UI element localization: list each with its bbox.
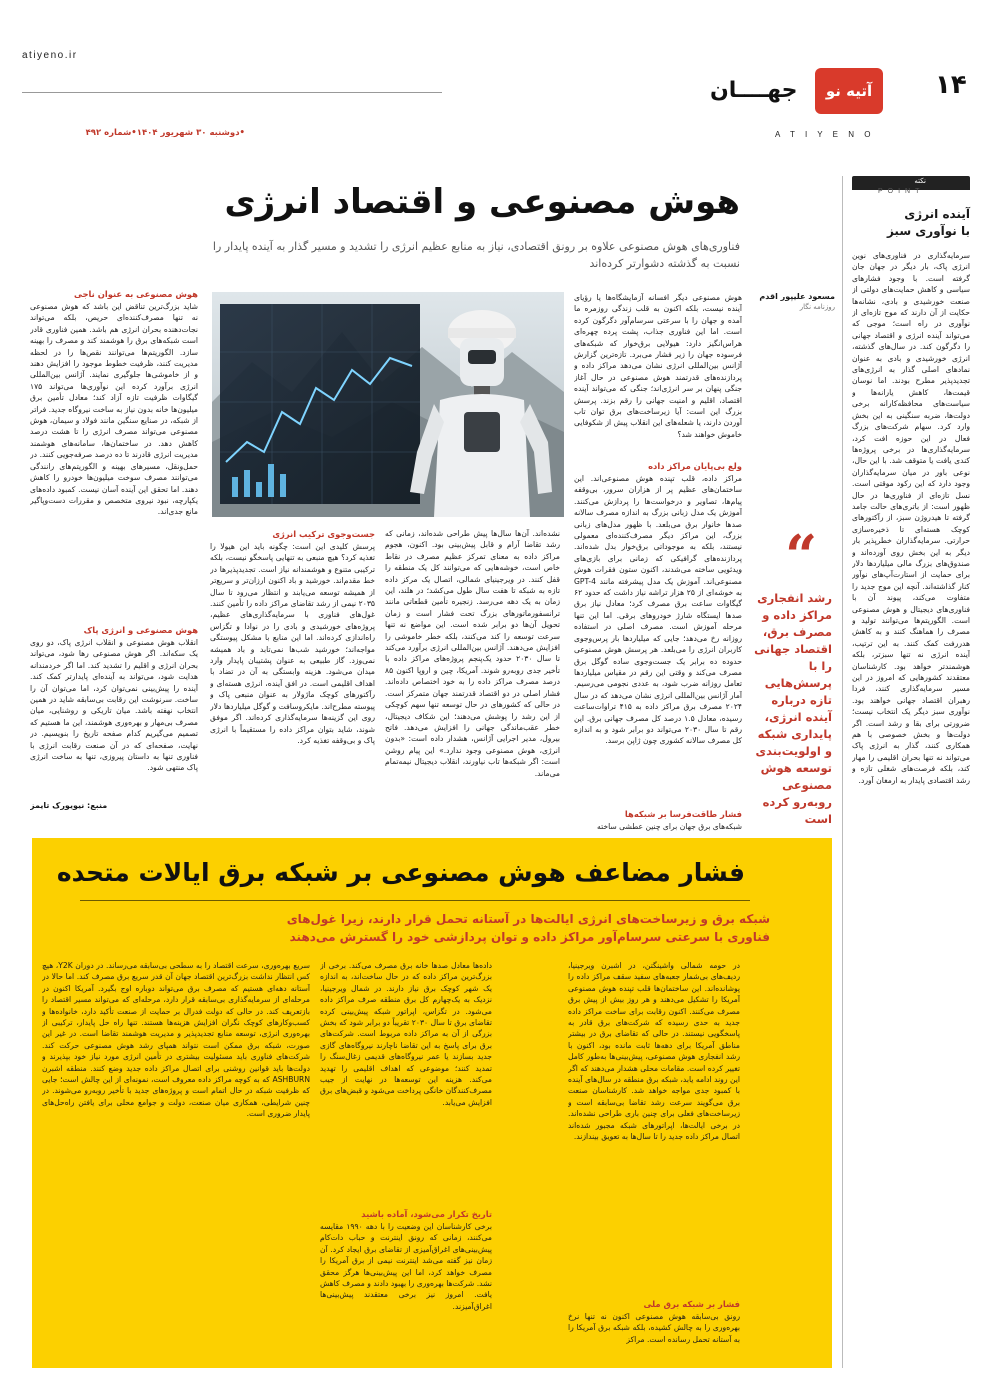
col1-subhead-1: ولع بی‌پایان مراکز داده bbox=[648, 461, 742, 471]
note-label-en: POINT bbox=[878, 188, 925, 195]
robot-illustration bbox=[212, 292, 564, 517]
feature-col2-body: داده‌ها معادل صدها خانه برق مصرف می‌کند. برخی از بزرگ‌ترین مراکز داده که در حال ساخت‌اند، به اندازه یک شهر کوچک برق نیاز دارند. در شمال ویرجینیا، نزدیک به یک‌چهارم کل برق منطقه صرف مراکز داده می‌شود. در تگزاس، اپراتور شبکه پیش‌بینی کرده تقاضای برق تا سال ۲۰۳۰ تقریباً دو برابر شود که بخش بزرگی از آن به مراکز داده مربوط است. شرکت‌های برق برای پاسخ به این تقاضا ناچارند نیروگاه‌های گازی جدید بسازند یا عمر نیروگاه‌های قدیمی زغال‌سنگ را تمدید کنند؛ موضوعی که اهداف اقلیمی را تهدید می‌کند. هزینه این توسعه‌ها در نهایت از جیب مصرف‌کنندگان خانگی پرداخت می‌شود و قبض‌های برق افزایش می‌یابد. bbox=[320, 961, 492, 1107]
feature-col2-body-2: برخی کارشناسان این وضعیت را با دهه ۱۹۹۰ مقایسه می‌کنند، زمانی که رونق اینترنت و حباب دات‌کام پیش‌بینی‌های اغراق‌آمیزی از تقاضای برق ایجاد کرد. آن زمان نیز گفته می‌شد اینترنت نیمی از برق آمریکا را مصرف خواهد کرد، اما این پیش‌بینی‌ها هرگز محقق نشد. شرکت‌ها بهره‌وری را بهبود دادند و مصرف کاهش یافت. امروز نیز برخی معتقدند پیش‌بینی‌ها اغراق‌آمیزند. bbox=[320, 1222, 492, 1311]
feature-col1-body: در حومه شمالی واشینگتن، در اشبرن ویرجینیا، ردیف‌های بی‌شمار جعبه‌های سفید سقف مراکز داده را پوشانده‌اند. این ساختمان‌ها قلب تپنده هوش مصنوعی آمریکا را تشکیل می‌دهند و هر روز بیش از پیش برق مصرف می‌کنند. اکنون رقابت برای ساخت مراکز داده جدید به حدی رسیده که شرکت‌های برق قادر به پاسخگویی نیستند. در حالی که تقاضای برق در بیشتر مناطق آمریکا برای دهه‌ها ثابت مانده بود، اکنون با رشد انفجاری هوش مصنوعی، پیش‌بینی‌ها به‌طور کامل تغییر کرده است. مقامات محلی هشدار می‌دهند که اگر این روند ادامه یابد، شبکه برق منطقه در سال‌های آینده با کمبود جدی مواجه خواهد شد. کارشناسان صنعت برق می‌گویند سرعت رشد تقاضا بی‌سابقه است و زیرساخت‌های فعلی برای چنین باری طراحی نشده‌اند. در برخی ایالت‌ها، اپراتورهای شبکه مجبور شده‌اند اتصال مراکز داده جدید را تا سال‌ها به تعویق بیندازند. bbox=[568, 961, 740, 1142]
byline-name: مسعود علیپور اقدم bbox=[759, 292, 835, 301]
article-col-4 bbox=[30, 288, 198, 828]
feature-col-4: سریع بهره‌وری، سرعت اقتصاد را به سطحی بی‌سابقه می‌رساند. در دوران Y2K، هیچ کس انتظار نداشت بزرگ‌ترین اقتصاد جهان آن قدر سریع برق مصرف کند. اما حالا در آستانه دهه‌ای هستیم که مصرف برق می‌تواند دوباره اوج بگیرد. آمریکا اکنون در مرحله‌ای از سرمایه‌گذاری بی‌سابقه قرار دارد، مرحله‌ای که می‌تواند مسیر اقتصاد را بازتعریف کند. در حالی که دولت فدرال بر حمایت از صنعت تأکید دارد، خانواده‌ها و کسب‌وکارهای کوچک نگران افزایش هزینه‌ها هستند. تنها راه حل پایدار، ترکیبی از بهره‌وری انرژی، توسعه منابع تجدیدپذیر و مدیریت هوشمند تقاضا است. در غیر این صورت، شبکه برق ممکن است نتواند همپای رشد هوش مصنوعی حرکت کند. شرکت‌های فناوری باید مسئولیت بیشتری در تأمین انرژی مورد نیاز خود بپذیرند و دولت‌ها باید قوانین روشنی برای اتصال مراکز داده جدید وضع کنند. منطقه اشبرن ASHBURN که به کوچه مراکز داده معروف است، نمونه‌ای از این چالش است؛ جایی که ظرفیت شبکه در حال اتمام است و پروژه‌های جدید با تأخیر روبه‌رو می‌شوند. در چنین شرایطی، همکاری میان صنعت، دولت و جوامع محلی برای یافتن راه‌حل‌های پایدار ضروری است. bbox=[42, 961, 310, 1119]
dateline: •دوشنبه ۳۰ شهریور ۱۴۰۴•شماره ۴۹۲ bbox=[85, 128, 245, 138]
note-title bbox=[852, 206, 970, 240]
byline-role: روزنامه نگار bbox=[799, 303, 835, 311]
brand-logo[interactable] bbox=[815, 68, 883, 114]
section-title: جهــــان bbox=[710, 78, 798, 103]
col1-subhead-2: فشار طاقت‌فرسا بر شبکه‌ها bbox=[624, 809, 742, 819]
note-label-fa: نکته bbox=[914, 177, 926, 185]
article-lead: فناوری‌های هوش مصنوعی علاوه بر رونق اقتصادی، نیاز به منابع عظیم انرژی را تشدید و مسیر گذار به آینده پایدار را نسبت به گذشته دشوارتر کرده‌اند bbox=[212, 240, 740, 270]
source-credit: منبع: نیویورک تایمز bbox=[30, 801, 108, 810]
quote-mark-icon: “ bbox=[785, 523, 818, 589]
note-title-line2: با نوآوری سبز bbox=[886, 224, 970, 238]
col3-subhead: جست‌وجوی ترکیب انرژی bbox=[272, 529, 375, 539]
header-rule bbox=[22, 92, 442, 93]
site-url[interactable]: atiyeno.ir bbox=[22, 50, 78, 61]
feature-col-1 bbox=[568, 960, 740, 1360]
col4-subhead-2: هوش مصنوعی و انرژی پاک bbox=[83, 625, 198, 635]
col4-subhead-1: هوش مصنوعی به عنوان ناجی bbox=[73, 289, 198, 299]
note-title-line1: آینده انرژی bbox=[904, 207, 970, 221]
feature-col1-subhead: فشار بر شبکه برق ملی bbox=[643, 1299, 740, 1309]
article-headline: هوش مصنوعی و اقتصاد انرژی bbox=[224, 182, 740, 222]
feature-headline-rule bbox=[80, 900, 750, 901]
feature-lead: شبکه برق و زیرساخت‌های انرژی ایالت‌ها در آستانه تحمل قرار دارند، زیرا غول‌های فناوری با سرعتی سرسام‌آور مراکز داده و توان پردازشی خود را گسترش می‌دهند bbox=[286, 912, 770, 944]
brand-logo-text: آتیه نو bbox=[825, 82, 873, 100]
note-body: سرمایه‌گذاری در فناوری‌های نوین انرژی پاک، بار دیگر در جهان جان گرفته است. با وجود فشارهای سیاسی و کاهش حمایت‌های دولتی از صنعت خورشیدی و بادی، نشانه‌ها حکایت از آن دارند که موج تازه‌ای از نوآوری در راه است؛ موجی که می‌تواند آینده انرژی و اقتصاد جهانی را دگرگون کند. در سال‌های گذشته، انرژی خورشیدی و بادی به عنوان نمادهای اصلی گذار به انرژی‌های تجدیدپذیر مطرح بودند. اما نوسان قیمت‌ها، کاهش یارانه‌ها و سیاست‌های محافظه‌کارانه برخی دولت‌ها، ضربه سنگینی به این بخش وارد کرد. سهام شرکت‌های بزرگ فعال در این حوزه افت کرد، سرمایه‌گذاری‌ها در برخی پروژه‌ها کندی یافت یا متوقف شد. با این حال، نوعی باور در میان سرمایه‌گذاران وجود دارد که این رکود موقتی است. نسل تازه‌ای از فناوری‌ها در حال ظهور است: از باتری‌های حالت جامد گرفته تا هیدروژن سبز، از رآکتورهای کوچک هسته‌ای تا ذخیره‌سازی حرارتی. سرمایه‌گذاران خطرپذیر بار دیگر به این بخش روی آورده‌اند و صندوق‌های بزرگ مالی میلیاردها دلار برای حمایت از استارت‌آپ‌های نوآور کنار گذاشته‌اند. آنچه این موج جدید را متفاوت می‌کند، پیوند آن با فناوری‌های دیجیتال و هوش مصنوعی است. الگوریتم‌ها می‌توانند تولید و مصرف را هماهنگ کنند و به کاهش هدررفت کمک کنند. به این ترتیب، آینده انرژی نه تنها سبزتر، بلکه هوشمندتر خواهد بود. کارشناسان معتقدند کشورهایی که امروز در این مسیر سرمایه‌گذاری کنند، فردا رهبران اقتصاد جهانی خواهند بود. نوآوری سبز دیگر یک انتخاب نیست؛ ضرورتی برای بقا و رشد است. اگر دولت‌ها و بخش خصوصی با هم همکاری کنند، گذار به انرژی پاک می‌تواند نه تنها بحران اقلیمی را مهار کند، بلکه فرصت‌های شغلی تازه و رشد اقتصادی پایدار به ارمغان آورد. bbox=[852, 251, 970, 785]
feature-headline: فشار مضاعف هوش مصنوعی بر شبکه برق ایالات متحده bbox=[56, 858, 745, 887]
col1-body-1: مراکز داده، قلب تپنده هوش مصنوعی‌اند. این ساختمان‌های عظیم پر از هزاران سرور، بی‌وقفه پیام‌ها، تصاویر و درخواست‌ها را پردازش می‌کنند. آموزش یک مدل زبانی بزرگ به اندازه مصرف سالانه صدها خانوار برق می‌بلعد. با ظهور مدل‌های زبانی بزرگ، این مراکز دیگر مصرف‌کننده‌ای معمولی نیستند، بلکه به موجوداتی برق‌خوار بدل شده‌اند. پردازنده‌های گرافیکی که زمانی برای بازی‌های ویدئویی ساخته می‌شدند، اکنون ستون فقرات هوش مصنوعی‌اند. آموزش یک مدل پیشرفته مانند GPT-4 به خوشه‌ای از ۲۵ هزار تراشه نیاز داشت که حدود ۶۲ گیگاوات ساعت برق مصرف کرد؛ معادل نیاز برق صدها ایستگاه شارژ خودروهای برقی. اما این تنها مرحله آموزش است. مصرف اصلی در استفاده روزانه رخ می‌دهد؛ جایی که میلیاردها بار پرس‌وجوی کاربران انرژی را می‌بلعد. هر پرسش هوش مصنوعی حدوده ده برابر یک جست‌وجوی ساده گوگل برق مصرف می‌کند و وقتی این رقم در مقیاس میلیاردها تعامل روزانه ضرب شود، به عددی نجومی می‌رسیم. آمار آژانس بین‌المللی انرژی نشان می‌دهد که در سال ۲۰۲۴ مصرف برق مراکز داده به ۴۱۵ تراوات‌ساعت رسیده، معادل ۱.۵ درصد کل مصرف جهانی برق. این رقم تا سال ۲۰۳۰ می‌تواند دو برابر شود و به اندازه کل مصرف سالانه کشوری چون ژاپن برسد. bbox=[574, 474, 742, 746]
col4-body-2: انقلاب هوش مصنوعی و انقلاب انرژی پاک، دو روی یک سکه‌اند. اگر هوش مصنوعی رها شود، می‌تواند بحران انرژی و اقلیم را تشدید کند. اما اگر خردمندانه هدایت شود، می‌تواند به آینده‌ای پایدارتر کمک کند. آینده را پیش‌بینی نمی‌توان کرد، اما می‌توان آن را ساخت. سرنوشت این رقابت بی‌سابقه شاید در همین انتخاب نهفته باشد. میان تاریکی و روشنایی، میان مصرف بی‌مهار و بهره‌وری هوشمند، این ما هستیم که تصمیم می‌گیریم کدام صفحه تاریخ را بنویسیم. در نهایت، صفحه‌ای که در آن صنعت رقابت انرژی با فناوری تنها به داستان پیروزی، تنها به ساخت انرژی پاک منتهی شود. bbox=[30, 638, 198, 773]
article-col-1 bbox=[574, 292, 742, 832]
brand-latin: A T I Y E N O bbox=[775, 130, 875, 139]
page-number: ۱۴ bbox=[935, 70, 967, 100]
note-divider bbox=[842, 176, 843, 1368]
feature-col1-body-2: رونق بی‌سابقه هوش مصنوعی اکنون نه تنها نرخ بهره‌وری را به چالش کشیده، بلکه شبکه برق آمریکا را به آستانه تحمل رسانده است. مراکز bbox=[568, 1312, 740, 1344]
feature-col-2 bbox=[320, 960, 492, 1360]
col3-body: پرسش کلیدی این است: چگونه باید این هیولا را تغذیه کرد؟ هیچ منبعی به تنهایی پاسخگو نیست، بلکه ترکیبی متنوع و هوشمندانه نیاز است. تجدیدپذیرها در خط مقدم‌اند. خورشید و باد اکنون ارزان‌تر و سریع‌تر از همیشه توسعه می‌یابند و انتظار می‌رود تا سال ۲۰۳۵ نیمی از رشد تقاضای مراکز داده را تأمین کنند. غول‌های فناوری با سرمایه‌گذاری‌های عظیم، پروژه‌های خورشیدی و بادی را در نوادا و تگزاس راه‌اندازی کرده‌اند. اما این منابع با مشکل پیوستگی مواجه‌اند؛ خورشید شب‌ها نمی‌تابد و باد همیشه نمی‌وزد. گاز طبیعی به عنوان پشتیبان پایدار وارد میدان می‌شود. هزینه وابستگی به آن در تضاد با اهداف اقلیمی است. در افق آینده، انرژی هسته‌ای و رآکتورهای کوچک ماژولار به عنوان منبعی پاک و پیوسته مطرح‌اند. مایکروسافت و گوگل میلیاردها دلار روی این گزینه‌ها سرمایه‌گذاری کرده‌اند. اگر موفق شوند، شاید بتوان مراکز داده را مستقیماً با انرژی پاک و بی‌وقفه تغذیه کرد. bbox=[210, 542, 375, 745]
pull-quote: رشد انفجاری مراکز داده و مصرف برق، اقتصاد جهانی را با پرسش‌هایی تازه درباره آینده انرژی، پایداری شبکه و اولویت‌بندی توسعه هوش مصنوعی روبه‌رو کرده است bbox=[754, 591, 832, 826]
col4-body-1: شاید بزرگ‌ترین تناقض این باشد که هوش مصنوعی نه تنها مصرف‌کننده‌ای حریص، بلکه می‌تواند نجات‌دهنده بحران انرژی هم باشد. همین فناوری قادر است شبکه‌های برق را هوشمند کند و مصرف را بهینه سازد. الگوریتم‌ها می‌توانند نقص‌ها را در لحظه مدیریت کنند، ظرفیت خطوط موجود را افزایش دهند و از خاموشی‌ها جلوگیری نمایند. آژانس بین‌المللی انرژی برآورد کرده این نوآوری‌ها می‌تواند ۱۷۵ گیگاوات ظرفیت تازه آزاد کند؛ معادل تأمین برق میلیون‌ها خانه بدون نیاز به ساخت نیروگاه جدید. فراتر از شبکه، در صنایع سنگین مانند فولاد و سیمان، هوش مصنوعی می‌تواند مصرف انرژی را تا هشت درصد کاهش دهد. در ساختمان‌ها، سامانه‌های هوشمند مدیریت انرژی قادرند تا ده درصد صرفه‌جویی کنند. در حمل‌ونقل، مسیرهای بهینه و الگوریتم‌های رانندگی می‌توانند مصرف سوخت میلیون‌ها خودرو را کاهش دهند. اما تحقق این آینده آسان نیست. کمبود داده‌های یکپارچه، نبود نیروی متخصص و مقررات دست‌وپاگیر مانع جدی‌اند. bbox=[30, 302, 198, 517]
feature-col2-subhead: تاریخ تکرار می‌شود، آماده باشید bbox=[361, 1209, 492, 1219]
article-col-2: نشده‌اند. آن‌ها سال‌ها پیش طراحی شده‌اند، زمانی که رشد تقاضا آرام و قابل پیش‌بینی بود. اکنون، هجوم مراکز داده به معنای تمرکز عظیم مصرف در نقاط خاص است، خوشه‌هایی که می‌توانند کل یک منطقه را قفل کنند. در ویرجینیای شمالی، اتصال یک مرکز داده تازه به شبکه تا هفت سال طول می‌کشد؛ در هلند، این زمان به یک دهه می‌رسد. زنجیره تأمین قطعاتی مانند ترانسفورماتورهای بزرگ تحت فشار است و زمان تحویل آن‌ها دو برابر شده است. این مواضع نه تنها سرعت توسعه را کند می‌کنند، بلکه خطر خاموشی را افزایش می‌دهند. آژانس بین‌المللی انرژی برآورد می‌کند تا سال ۲۰۳۰ حدود یک‌پنجم پروژه‌های مراکز داده با تأخیر جدی روبه‌رو شوند. آمریکا، چین و اروپا اکنون ۸۵ درصد مصرف مراکز داده را به خود اختصاص داده‌اند. فشار اصلی در دو اقتصاد قدرتمند جهان متمرکز است. در حالی که کشورهای در حال توسعه تنها سهم کوچکی از این رشد را پوشش می‌دهند؛ این شکاف دیجیتال، خطر عقب‌ماندگی جهانی را افزایش می‌دهد. فاتح بیرول، مدیر اجرایی آژانس، هشدار داده است: «بدون انرژی، هوش مصنوعی وجود ندارد.» این پیام روشن است: اگر شبکه‌ها تاب نیاورند، انقلاب دیجیتال نیمه‌تمام می‌ماند. bbox=[385, 529, 560, 778]
col1-body-2: شبکه‌های برق جهان برای چنین عطشی ساخته bbox=[597, 822, 742, 831]
article-col-3 bbox=[210, 528, 375, 828]
col1-intro: هوش مصنوعی دیگر افسانه آزمایشگاه‌ها یا رؤیای آینده نیست، بلکه اکنون به قلب زندگی روزمره ما آمده و جهان را با سرعتی سرسام‌آور دگرگون کرده است. اما این فناوری جذاب، پشت پرده چهره‌ای هراس‌انگیز دارد: هیولایی برق‌خوار که شبکه‌های فرسوده جهان را زیر فشار می‌برد. تازه‌ترین گزارش آژانس بین‌المللی انرژی نشان می‌دهد مراکز داده و پردازنده‌های قدرتمند هوش مصنوعی در حال آغاز جنگی پنهان بر سر انرژی‌اند؛ جنگی که می‌تواند آینده اقتصاد، اقلیم و امنیت جهانی را رقم بزند. پرسش بزرگ این است: آیا زیرساخت‌های برق توان تاب آوردن دارند، یا شعله‌های این انقلاب پیش از شکوفایی خاموش خواهند شد؟ bbox=[574, 293, 742, 439]
byline bbox=[755, 292, 835, 311]
